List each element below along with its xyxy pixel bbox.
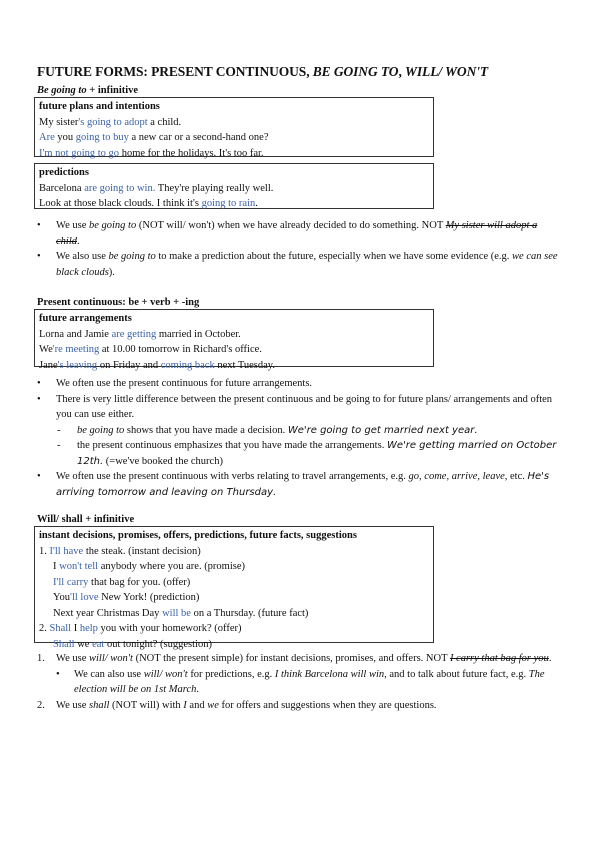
t: . — [255, 198, 258, 209]
t: We — [39, 344, 53, 355]
section-heading-will-shall: Will/ shall + infinitive — [37, 514, 135, 525]
t: I — [183, 699, 187, 711]
t: (NOT the present simple) for instant decisions, promises, and offers. NOT — [132, 653, 450, 664]
example-line — [39, 130, 429, 146]
t: . — [548, 653, 552, 664]
numbered-item — [37, 651, 562, 667]
t: 2. — [37, 699, 45, 711]
box-header: future arrangements — [39, 313, 132, 324]
t: I — [53, 561, 60, 572]
t: a new car or a second-hand one? — [128, 132, 269, 143]
page-title — [37, 64, 488, 80]
t: be going to — [77, 424, 125, 436]
numbered-list — [37, 651, 562, 713]
t: 2. — [39, 623, 50, 634]
bullets-present-continuous — [37, 376, 562, 500]
t: I'll carry — [53, 576, 89, 588]
t: He's arriving tomorrow and leaving on Thursday — [56, 471, 550, 498]
title-sep: , — [398, 64, 405, 79]
t: I think Barcelona will win — [274, 668, 385, 680]
list-item — [37, 218, 562, 249]
t: Look at those black clouds. I think it's — [39, 198, 202, 209]
t: Shall — [53, 638, 75, 650]
t: 's leaving — [57, 359, 98, 371]
example-line — [39, 115, 429, 131]
example-line — [39, 544, 429, 560]
t: on Friday and — [97, 359, 161, 371]
box-arrangements — [34, 309, 434, 371]
example-line — [39, 575, 429, 591]
t: . — [77, 235, 80, 247]
title-main: FUTURE FORMS: PRESENT CONTINUOUS, — [37, 64, 313, 79]
t: will/ won't — [143, 668, 188, 680]
t: at 10.00 tomorrow in Richard's office. — [99, 344, 262, 355]
t: , etc. — [504, 471, 528, 482]
t: 1. — [37, 653, 45, 664]
t: a child. — [147, 116, 182, 128]
box-will-shall — [34, 526, 434, 650]
t: I'm not going to go — [39, 147, 120, 159]
t: (NOT will/ won't) when we have already decided to do something. NOT — [136, 220, 446, 231]
box-predictions — [34, 163, 434, 209]
t: I — [49, 545, 53, 557]
t: shall — [88, 699, 110, 711]
t: help — [79, 623, 98, 634]
t: go, come, arrive, leave — [408, 471, 505, 482]
t: out tonight? (suggestion) — [104, 638, 212, 650]
section-heading-present-continuous: Present continuous: be + verb + -ing — [37, 297, 200, 308]
example-line — [39, 606, 429, 622]
sub-bullet — [37, 667, 562, 698]
example-line — [39, 590, 429, 606]
t: We're going to get married next year — [287, 424, 475, 436]
dash-item: - the present continuous emphasizes that you have made the arrangements. We're getting married on October 12th. (=we've booked the church) — [57, 440, 557, 467]
t: we can see black clouds — [56, 251, 558, 278]
t: Jane — [39, 359, 58, 371]
title-italic: BE GOING TO — [312, 64, 399, 79]
t: Shall — [49, 623, 72, 634]
example-line — [39, 358, 429, 374]
t: . — [273, 486, 276, 498]
t: I carry that bag for you — [449, 653, 549, 664]
t: shows that you have made a decision. — [124, 424, 288, 436]
t: for offers and suggestions when they are questions. — [218, 699, 437, 711]
t: ). — [108, 266, 115, 278]
t: We can also use — [74, 668, 144, 680]
example-line — [39, 181, 429, 197]
t: (NOT will) with — [109, 699, 184, 711]
t: are going to win. — [84, 182, 156, 194]
t: 'll love — [70, 592, 99, 603]
t: Next year Christmas Day — [53, 607, 163, 619]
list-item: • We often use the present continuous for future arrangements. — [37, 376, 562, 392]
t: 'll have — [53, 545, 84, 557]
t: we — [74, 638, 93, 650]
t: We use — [56, 699, 89, 711]
example-line — [39, 559, 429, 575]
t: The election will be on 1st March — [74, 668, 545, 695]
example-line — [39, 146, 429, 162]
t: on a Thursday. (future fact) — [190, 607, 309, 619]
t: 're meeting — [52, 344, 100, 355]
t: We use — [56, 220, 89, 231]
t: Barcelona — [39, 182, 85, 194]
t: the steak. (instant decision) — [83, 545, 201, 557]
t: be going to — [88, 220, 137, 231]
t: I — [71, 623, 80, 634]
t: for predictions, e.g. — [187, 668, 275, 680]
t: coming back — [160, 359, 215, 371]
t: Are — [39, 132, 55, 143]
t: we — [207, 699, 219, 711]
box-header: future plans and intentions — [39, 101, 160, 112]
t: are getting — [111, 328, 157, 340]
t: next Tuesday. — [214, 359, 276, 371]
t: My sister will adopt a child — [56, 220, 538, 247]
t: the present continuous emphasizes that you have made the arrangements. — [77, 440, 387, 451]
example-line — [39, 196, 429, 212]
t: We often use the present continuous with verbs relating to travel arrangements, e.g. — [56, 471, 409, 482]
t: Lorna and Jamie — [39, 328, 112, 340]
t: . — [196, 684, 200, 695]
t: New York! (prediction) — [98, 592, 200, 603]
t: won't tell — [59, 561, 99, 572]
t: you — [54, 132, 76, 143]
t: You — [53, 592, 71, 603]
t: you with your homework? (offer) — [97, 623, 242, 634]
t: , and to talk about future fact, e.g. — [384, 668, 529, 680]
heading-italic: Be going to — [37, 85, 87, 96]
list-item — [37, 469, 562, 500]
t: anybody where you are. (promise) — [98, 561, 246, 572]
t: to make a prediction about the future, especially when we have some evidence (e.g. — [155, 251, 513, 262]
t: that bag for you. (offer) — [88, 576, 191, 588]
example-line — [39, 621, 429, 637]
t: and — [186, 699, 208, 711]
t: will be — [162, 607, 191, 619]
example-line — [39, 342, 429, 358]
t: eat — [92, 638, 105, 650]
t: (=we've booked the church) — [103, 455, 223, 467]
t: going to buy — [75, 132, 129, 143]
t: be going to — [108, 251, 156, 262]
t: My sister — [39, 116, 79, 128]
t: 1. — [39, 545, 50, 557]
t: They're playing really well. — [155, 182, 274, 194]
t: 's going to adopt — [78, 116, 148, 128]
t: home for the holidays. It's too far. — [119, 147, 264, 159]
example-line — [39, 327, 429, 343]
heading-rest: + infinitive — [86, 85, 139, 96]
t: going to rain — [201, 198, 256, 209]
numbered-item — [37, 698, 562, 714]
t: We also use — [56, 251, 109, 262]
box-header: predictions — [39, 167, 89, 178]
t: . — [474, 424, 477, 436]
list-item — [37, 249, 562, 280]
box-plans — [34, 97, 434, 157]
list-item: • There is very little difference between the present continuous and be going to for future plans/ arrangements and often you can use either. — [37, 392, 562, 423]
t: We use — [56, 653, 89, 664]
example-line — [39, 637, 429, 653]
bullets-going-to — [37, 218, 562, 280]
t: will/ won't — [88, 653, 133, 664]
box-header: instant decisions, promises, offers, predictions, future facts, suggestions — [39, 530, 357, 541]
t: We're getting married on October 12th. — [77, 440, 557, 467]
title-will: WILL/ WON'T — [405, 64, 489, 79]
t: married in October. — [156, 328, 241, 340]
dash-item: - be going to shows that you have made a decision. We're going to get married next year. — [57, 424, 477, 436]
